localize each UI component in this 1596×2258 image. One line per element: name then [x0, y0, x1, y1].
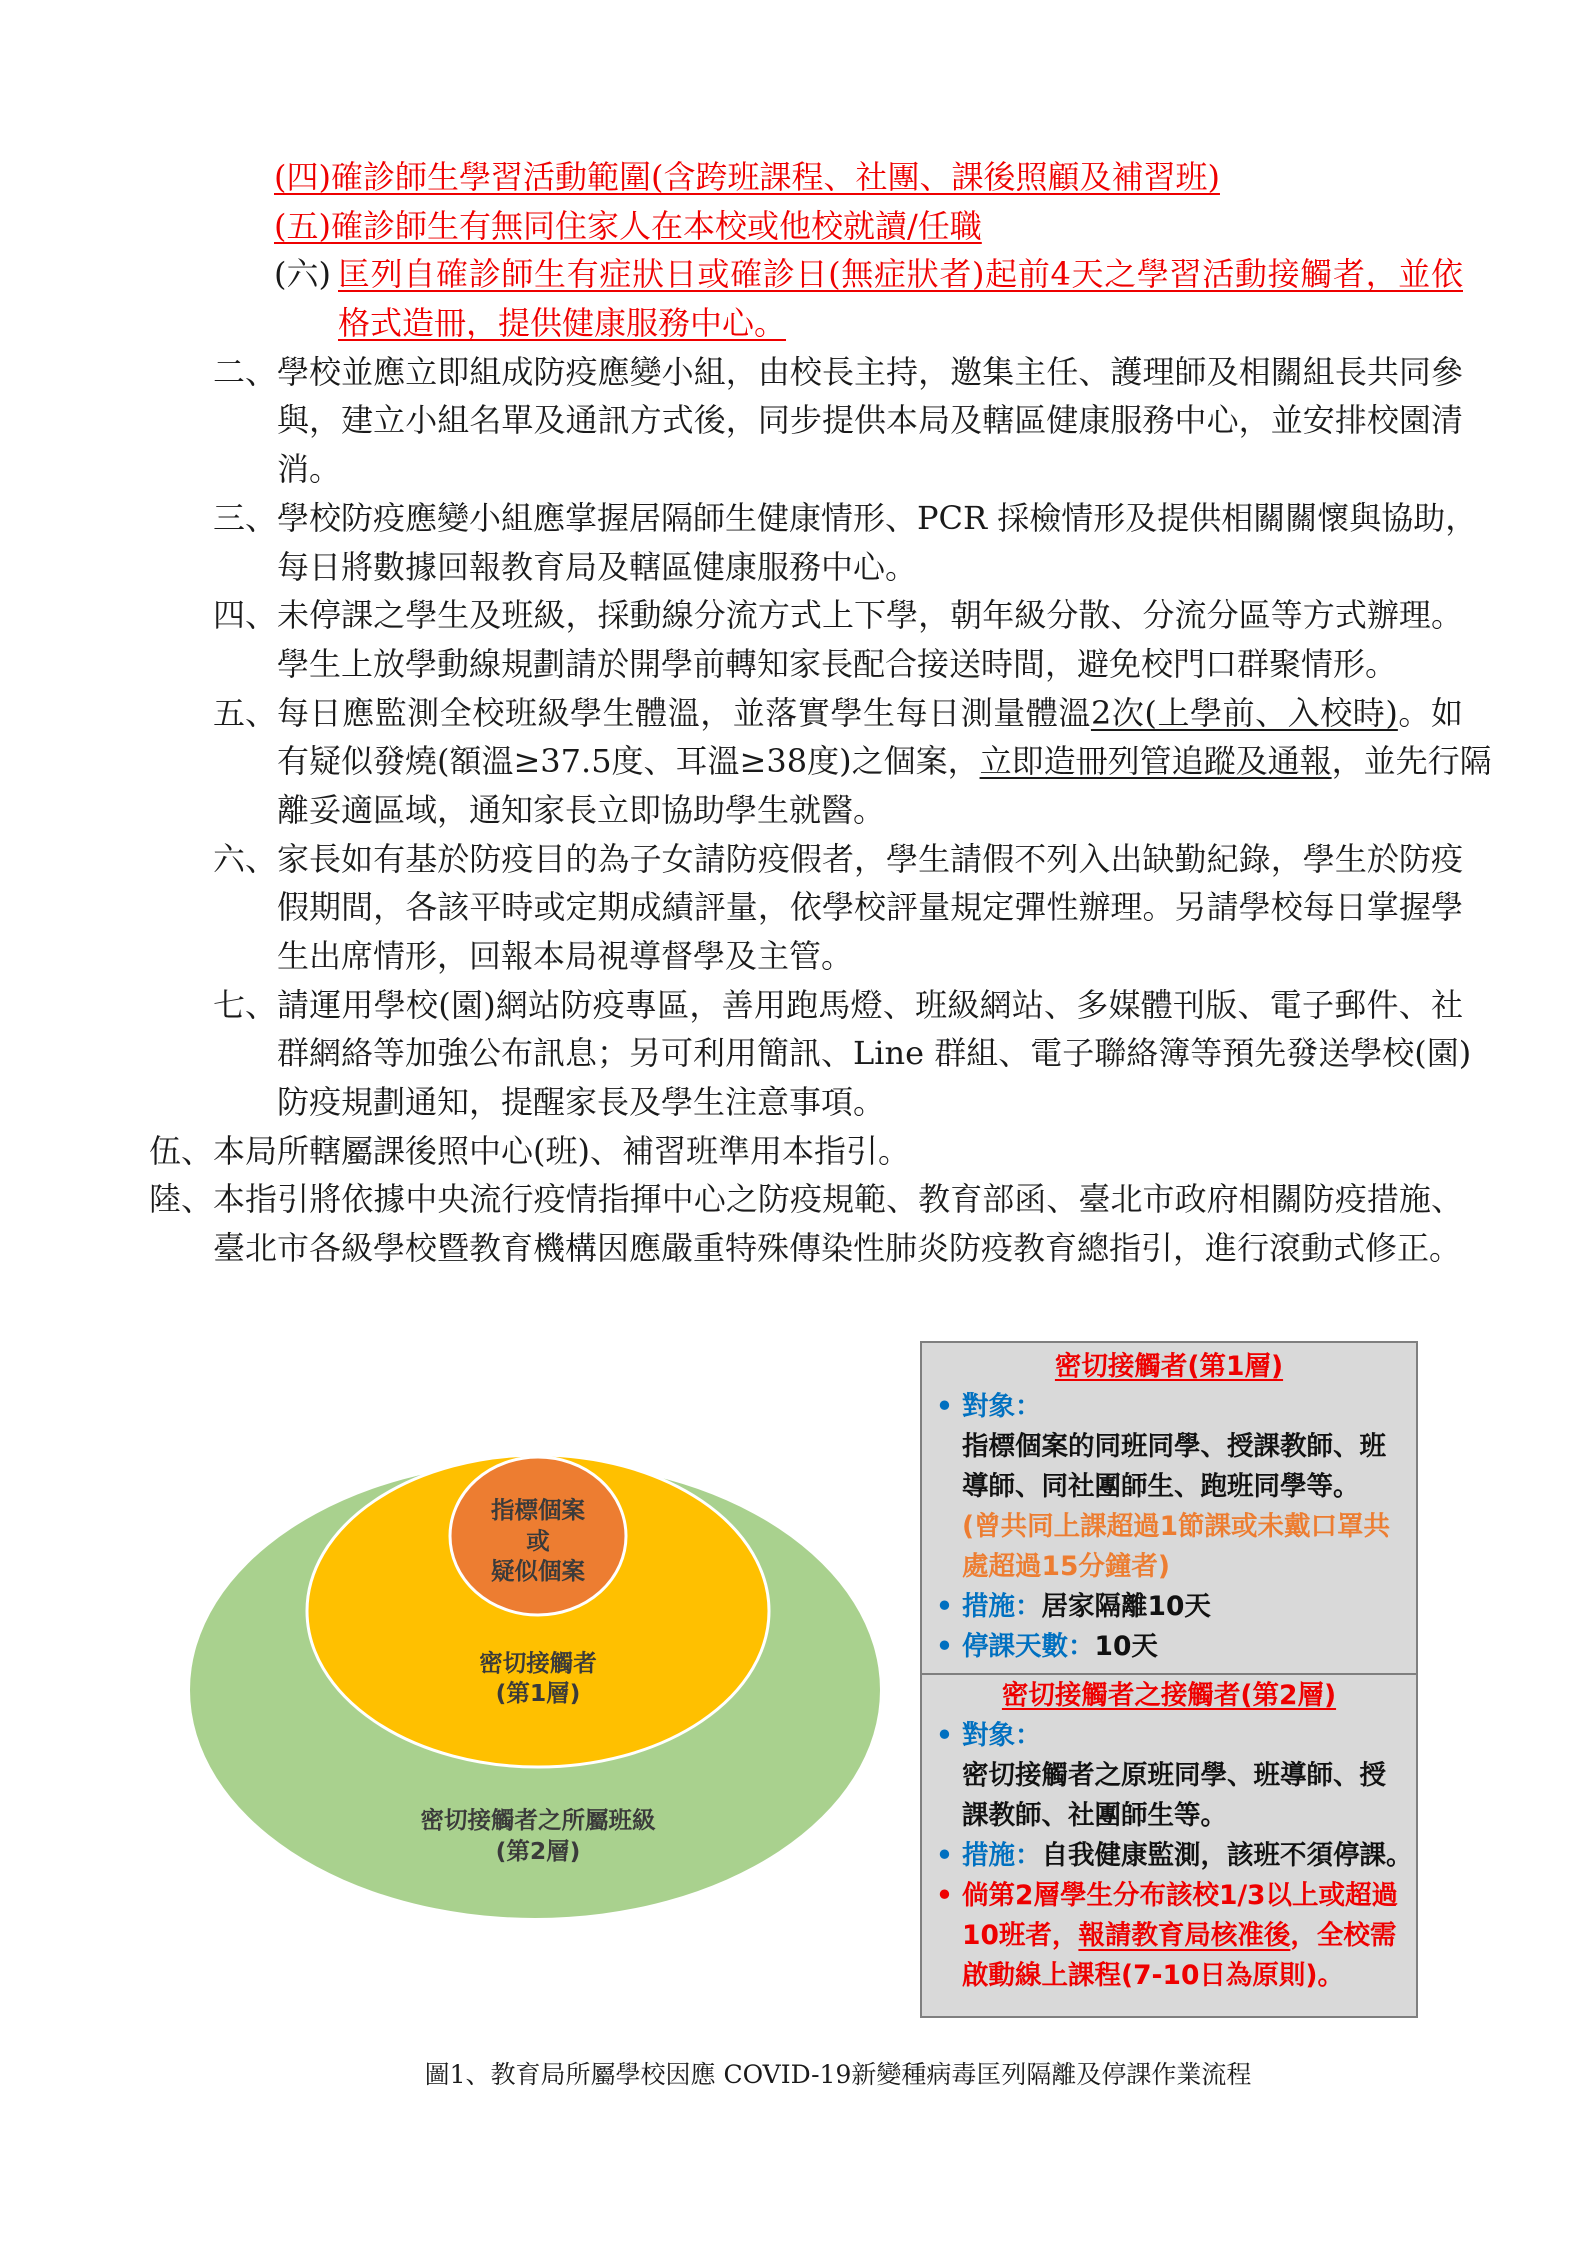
text-line: 未停課之學生及班級，採動線分流方式上下學，朝年級分散、分流分區等方式辦理。	[277, 596, 1463, 635]
item-marker: 七、	[213, 985, 278, 1024]
layer1-label: 密切接觸者	[479, 1649, 597, 1677]
bullet-row	[922, 1627, 1416, 1667]
panel-title-row	[922, 1347, 1416, 1387]
target-text: 導師、同社團師生、跑班同學等。	[962, 1471, 1360, 1502]
body-text	[0, 153, 1596, 1273]
text-line: 本局所轄屬課後照中心(班)、補習班準用本指引。	[213, 1131, 910, 1170]
core-label: 疑似個案	[491, 1557, 585, 1585]
item-lines	[277, 591, 1463, 688]
bullet-icon	[936, 1836, 962, 1876]
panel-title: 密切接觸者(第1層)	[1054, 1351, 1284, 1382]
text-line: 本指引將依據中央流行疫情指揮中心之防疫規範、教育部函、臺北市政府相關防疫措施、	[213, 1180, 1463, 1219]
item-6	[213, 835, 1596, 981]
item-lines	[277, 835, 1463, 981]
rule-text: ，全校需	[1290, 1920, 1397, 1951]
rule-text: 10班者，	[962, 1920, 1079, 1951]
item-marker: 三、	[213, 498, 278, 537]
panel-title: 密切接觸者之接觸者(第2層)	[1001, 1680, 1337, 1711]
section-lines	[213, 1175, 1463, 1272]
layer1-label: (第1層)	[495, 1679, 581, 1707]
target-label: 對象：	[962, 1720, 1042, 1751]
section-lines	[213, 1127, 1463, 1176]
underlined-segment: 立即造冊列管追蹤及通報	[979, 742, 1332, 781]
bullet-row	[922, 1876, 1416, 1916]
measure-value: 自我健康監測，該班不須停課。	[1041, 1840, 1413, 1871]
suspension-label: 停課天數：	[962, 1631, 1095, 1662]
text-line: 確診師生有無同住家人在本校或他校就讀/任職	[330, 206, 982, 245]
item-lines	[277, 494, 1478, 591]
core-label: 或	[526, 1527, 550, 1555]
text-line	[277, 737, 1492, 786]
text-line	[277, 689, 1463, 738]
target-text: 密切接觸者之原班同學、班導師、授	[962, 1760, 1386, 1791]
contact-layers-diagram	[0, 1400, 920, 1960]
sub-item-marker: (四)	[274, 158, 331, 196]
measure-label: 措施：	[962, 1840, 1042, 1871]
section-marker: 陸、	[149, 1180, 214, 1219]
text-segment: ，並先行隔	[1331, 742, 1492, 781]
bullet-row	[922, 1587, 1416, 1627]
item-lines	[277, 981, 1472, 1127]
note-text: (曾共同上課超過1節課或未戴口罩共	[962, 1511, 1391, 1542]
sub-item-5	[274, 202, 1596, 251]
text-line: 離妥適區域，通知家長立即協助學生就醫。	[277, 790, 886, 829]
section-5	[149, 1127, 1596, 1176]
bullet-icon	[936, 1716, 962, 1756]
figure-caption: 圖1、教育局所屬學校因應 COVID-19新變種病毒匡列隔離及停課作業流程	[424, 2060, 1252, 2089]
core-label: 指標個案	[491, 1496, 585, 1524]
text-line: 匡列自確診師生有症狀日或確診日(無症狀者)起前4天之學習活動接觸者，並依	[338, 255, 1463, 294]
bullet-row	[922, 1716, 1416, 1756]
bullet-row	[922, 1836, 1416, 1876]
contact-info-panel	[920, 1341, 1418, 2018]
rule-text: 倘第2層學生分布該校1/3以上或超過	[962, 1880, 1398, 1911]
rule-underlined: 報請教育局核准後	[1078, 1920, 1291, 1951]
underlined-segment: 2次(上學前、入校時)	[1090, 693, 1398, 732]
item-4	[213, 591, 1596, 688]
text-line: 生出席情形，回報本局視導督學及主管。	[277, 937, 854, 975]
bullet-icon	[936, 1876, 962, 1916]
measure-label: 措施：	[962, 1591, 1042, 1622]
text-line: 學生上放學動線規劃請於開學前轉知家長配合接送時間，避免校門口群聚情形。	[277, 644, 1398, 683]
text-segment: 。如	[1397, 693, 1463, 732]
text-line: 防疫規劃通知，提醒家長及學生注意事項。	[277, 1083, 886, 1122]
item-marker: 四、	[213, 596, 278, 635]
text-line: 學校並應立即組成防疫應變小組，由校長主持，邀集主任、護理師及相關組長共同參	[277, 352, 1463, 391]
text-line: 確診師生學習活動範圍(含跨班課程、社團、課後照顧及補習班)	[330, 158, 1220, 196]
text-segment: 每日應監測全校班級學生體溫，並落實學生每日測量體溫	[277, 693, 1091, 732]
item-lines	[277, 689, 1492, 835]
section-6	[149, 1175, 1596, 1272]
measure-value: 居家隔離10天	[1041, 1591, 1211, 1622]
item-7	[213, 981, 1596, 1127]
suspension-value: 10天	[1094, 1631, 1158, 1662]
text-line: 家長如有基於防疫目的為子女請防疫假者，學生請假不列入出缺勤紀錄，學生於防疫	[277, 839, 1463, 878]
rule-text-line	[922, 1916, 1416, 1956]
text-line: 臺北市各級學校暨教育機構因應嚴重特殊傳染性肺炎防疫教育總指引，進行滾動式修正。	[213, 1229, 1462, 1268]
item-marker: 六、	[213, 839, 278, 878]
bullet-icon	[936, 1387, 962, 1427]
sub-item-lines	[338, 250, 1463, 347]
sub-item-4	[274, 153, 1596, 202]
item-marker: 五、	[213, 693, 278, 732]
text-line: 消。	[277, 450, 342, 489]
panel-layer2	[922, 1675, 1416, 1996]
text-segment: 有疑似發燒(額溫≥37.5度、耳溫≥38度)之個案，	[277, 742, 980, 781]
item-lines	[277, 348, 1463, 494]
layer2-label: 密切接觸者之所屬班級	[420, 1806, 656, 1834]
item-marker: 二、	[213, 352, 278, 391]
item-2	[213, 348, 1596, 494]
text-line: 請運用學校(園)網站防疫專區，善用跑馬燈、班級網站、多媒體刊版、電子郵件、社	[277, 985, 1463, 1024]
sub-item-marker: (五)	[274, 206, 331, 245]
text-line: 學校防疫應變小組應掌握居隔師生健康情形、PCR 採檢情形及提供相關關懷與協助，	[277, 498, 1478, 537]
note-text: 處超過15分鐘者)	[962, 1551, 1170, 1582]
bullet-icon	[936, 1627, 962, 1667]
text-line: 群網絡等加強公布訊息；另可利用簡訊、Line 群組、電子聯絡簿等預先發送學校(園)	[277, 1034, 1472, 1073]
panel-layer1	[922, 1343, 1416, 1675]
rule-text: 啟動線上課程(7-10日為原則)。	[962, 1960, 1345, 1991]
sub-item-6	[274, 250, 1596, 347]
layer2-label: (第2層)	[495, 1837, 581, 1865]
text-line-content: 格式造冊，提供健康服務中心。	[338, 304, 787, 343]
panel-title-row	[922, 1676, 1416, 1716]
item-3	[213, 494, 1596, 591]
text-line	[338, 299, 1463, 348]
target-label: 對象：	[962, 1391, 1042, 1422]
section-marker: 伍、	[149, 1131, 214, 1170]
text-line: 每日將數據回報教育局及轄區健康服務中心。	[277, 547, 918, 586]
item-5	[213, 689, 1596, 835]
text-line: 假期間，各該平時或定期成績評量，依學校評量規定彈性辦理。另請學校每日掌握學	[277, 888, 1463, 927]
target-text: 指標個案的同班同學、授課教師、班	[962, 1431, 1386, 1462]
bullet-icon	[936, 1587, 962, 1627]
sub-item-marker: (六)	[274, 255, 331, 294]
text-line: 與，建立小組名單及通訊方式後，同步提供本局及轄區健康服務中心，並安排校園清	[277, 401, 1463, 440]
bullet-row	[922, 1387, 1416, 1427]
target-text: 課教師、社團師生等。	[962, 1800, 1227, 1831]
